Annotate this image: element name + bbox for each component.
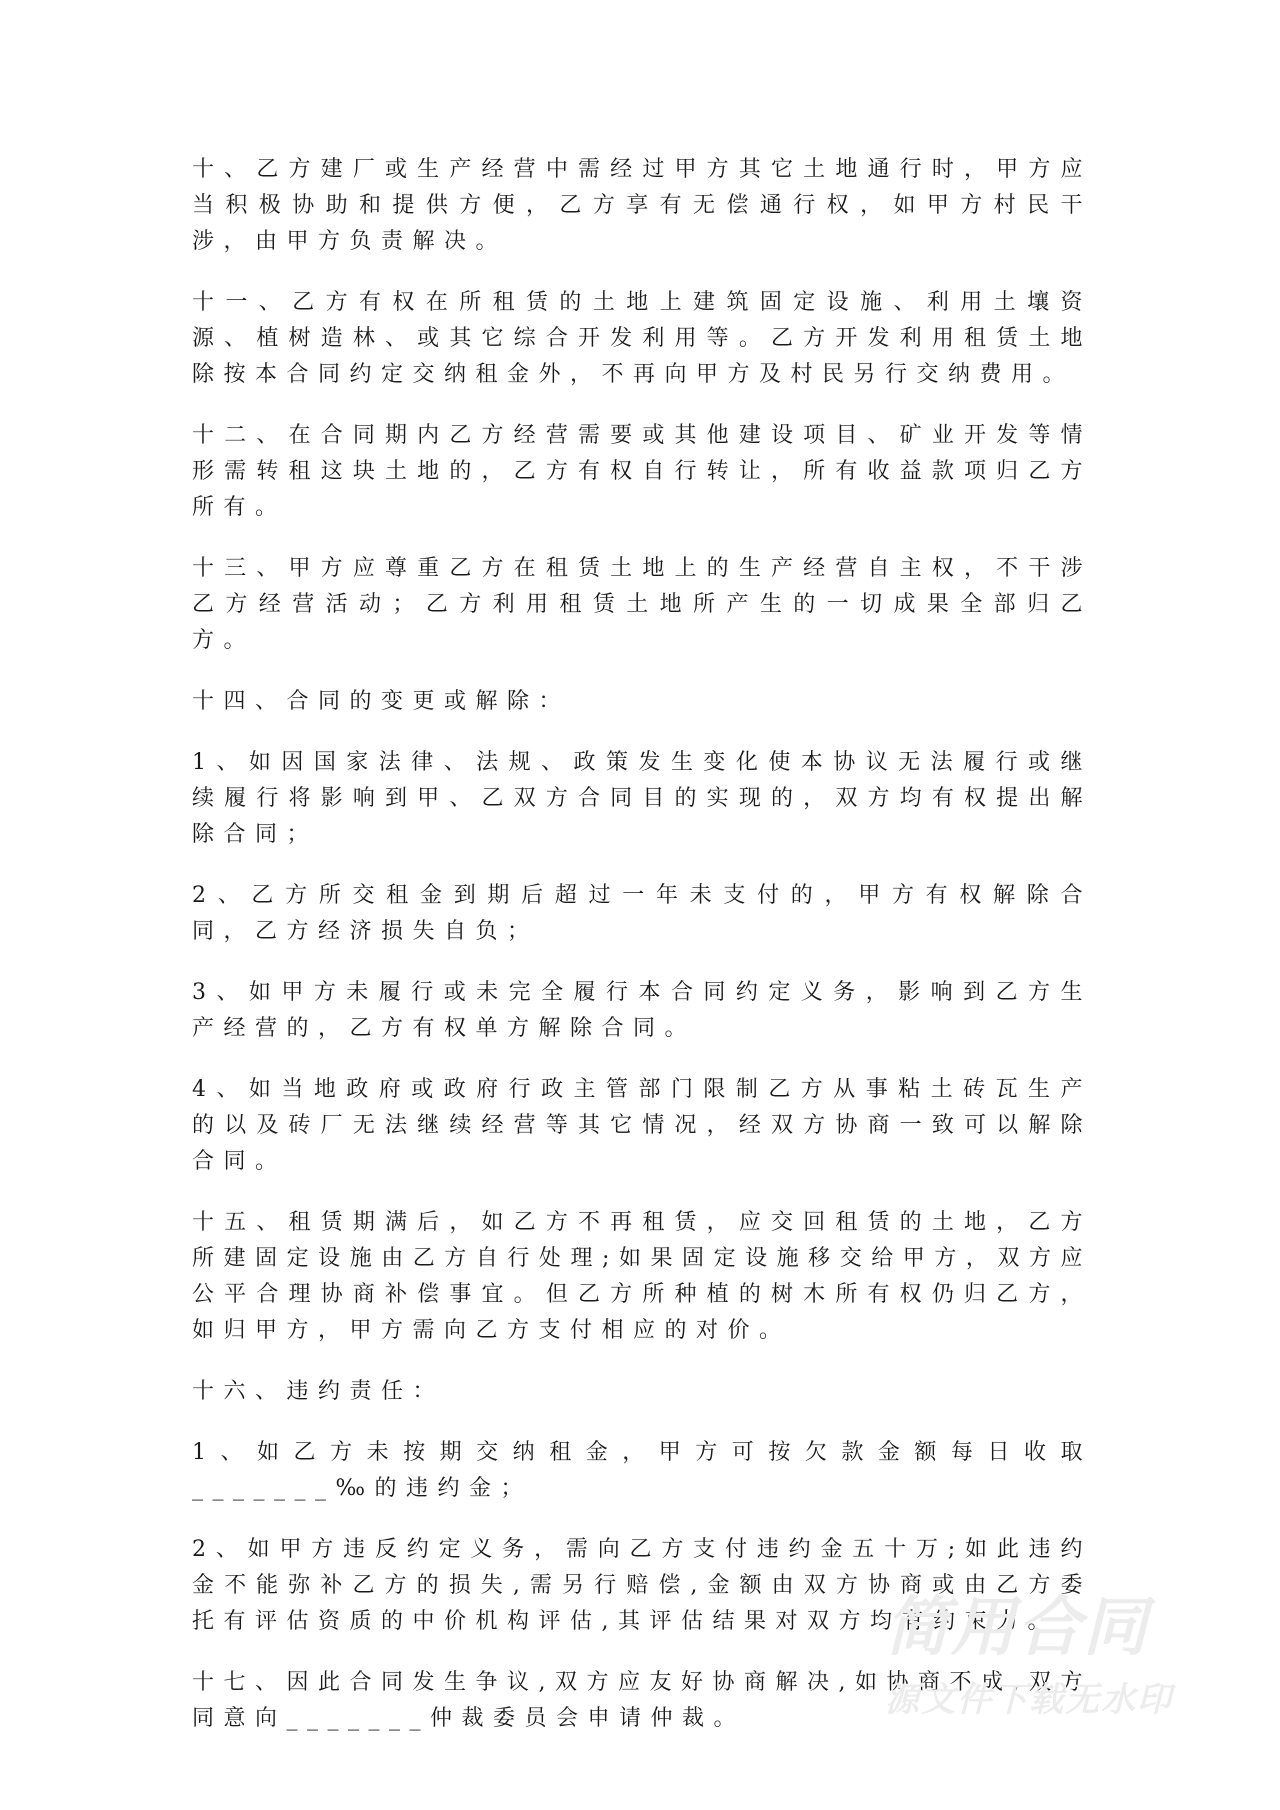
clause-15: 十五、租赁期满后，如乙方不再租赁，应交回租赁的土地，乙方所建固定设施由乙方自行处理;如果固定设施移交给甲方，双方应公平合理协商补偿事宜。但乙方所种植的树木所有权仍归乙方，如归甲方，甲方需向乙方支付相应的对价。 — [192, 1210, 1092, 1343]
document-page — [192, 152, 1092, 1762]
watermark-subtitle: 源文件下载无水印 — [885, 1680, 1173, 1720]
clause-13: 十三、甲方应尊重乙方在租赁土地上的生产经营自主权，不干涉乙方经营活动；乙方利用租赁土地所产生的一切成果全部归乙方。 — [192, 556, 1092, 653]
clause-17: 十七、因此合同发生争议,双方应友好协商解决,如协商不成,双方同意向_______仲裁委员会申请仲裁。 — [192, 1670, 1092, 1731]
clause-16-heading: 十六、违约责任： — [192, 1379, 445, 1404]
clause-16-item-2: 2、如甲方违反约定义务，需向乙方支付违约金五十万;如此违约金不能弥补乙方的损失,需另行赔偿,金额由双方协商或由乙方委托有评估资质的中价机构评估,其评估结果对双方均有约束力。 — [192, 1537, 1092, 1634]
watermark — [885, 1588, 1185, 1722]
clause-14-heading: 十四、合同的变更或解除： — [192, 689, 571, 714]
clause-14-item-3: 3、如甲方未履行或未完全履行本合同约定义务，影响到乙方生产经营的，乙方有权单方解除合同。 — [192, 980, 1092, 1041]
clause-12: 十二、在合同期内乙方经营需要或其他建设项目、矿业开发等情形需转租这块土地的，乙方有权自行转让，所有收益款项归乙方所有。 — [192, 423, 1092, 520]
watermark-title: 简用合同 — [885, 1591, 1149, 1665]
clause-14-item-2: 2、乙方所交租金到期后超过一年未支付的，甲方有权解除合同，乙方经济损失自负； — [192, 883, 1092, 944]
clause-16-item-1: 1、如乙方未按期交纳租金，甲方可按欠款金额每日收取_______‰的违约金； — [192, 1440, 1092, 1501]
clause-10: 十、乙方建厂或生产经营中需经过甲方其它土地通行时，甲方应当积极协助和提供方便，乙方享有无偿通行权，如甲方村民干涉，由甲方负责解决。 — [192, 157, 1092, 254]
clause-14-item-4: 4、如当地政府或政府行政主管部门限制乙方从事粘土砖瓦生产的以及砖厂无法继续经营等其它情况，经双方协商一致可以解除合同。 — [192, 1077, 1092, 1174]
clause-11: 十一、乙方有权在所租赁的土地上建筑固定设施、利用土壤资源、植树造林、或其它综合开发利用等。乙方开发利用租赁土地除按本合同约定交纳租金外，不再向甲方及村民另行交纳费用。 — [192, 290, 1092, 387]
clause-14-item-1: 1、如因国家法律、法规、政策发生变化使本协议无法履行或继续履行将影响到甲、乙双方合同目的实现的，双方均有权提出解除合同； — [192, 750, 1092, 847]
